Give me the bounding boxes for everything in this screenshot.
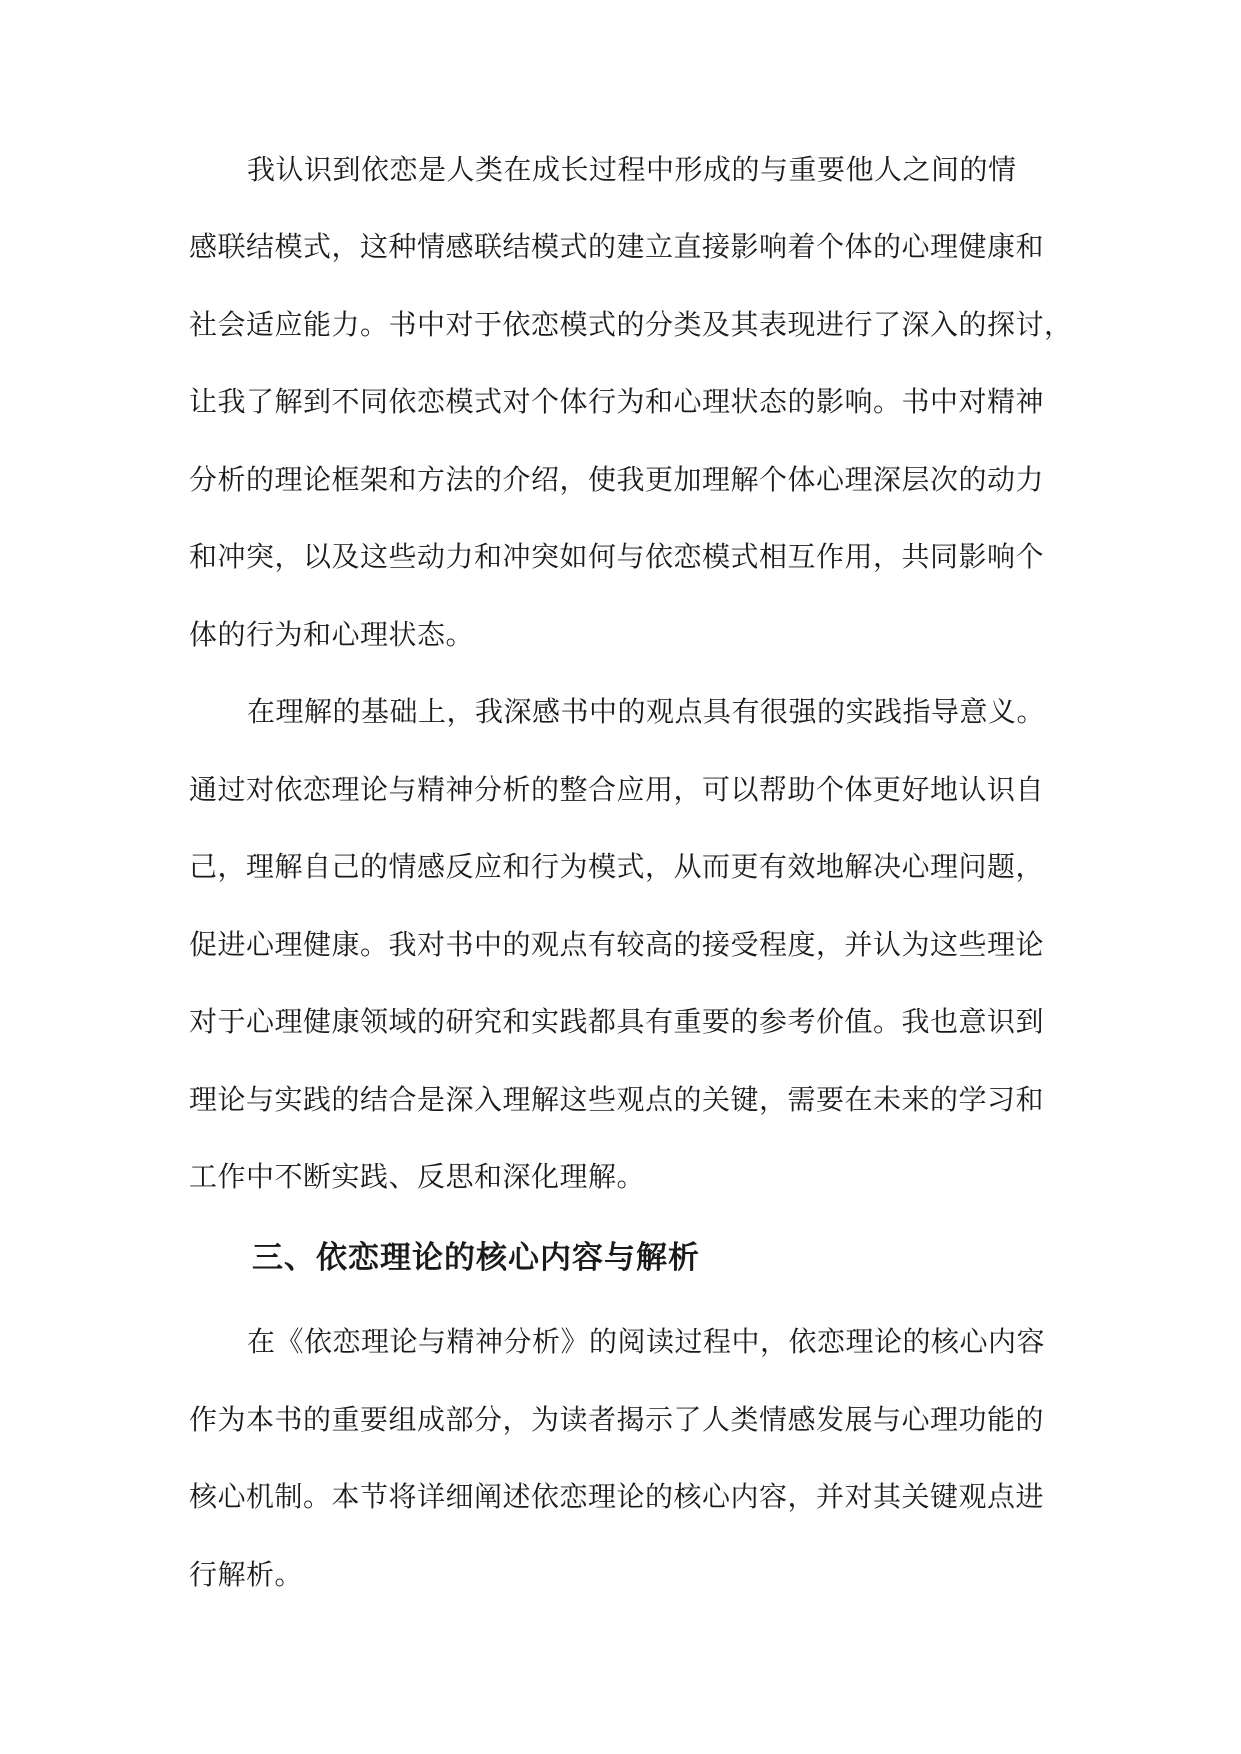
paragraph-line: 让我了解到不同依恋模式对个体行为和心理状态的影响。书中对精神 [189, 385, 1045, 418]
paragraph-line: 分析的理论框架和方法的介绍，使我更加理解个体心理深层次的动力 [189, 463, 1045, 496]
paragraph-line: 通过对依恋理论与精神分析的整合应用，可以帮助个体更好地认识自 [189, 773, 1045, 806]
paragraph-line: 和冲突，以及这些动力和冲突如何与依恋模式相互作用，共同影响个 [189, 540, 1045, 573]
paragraph-line: 在《依恋理论与精神分析》的阅读过程中，依恋理论的核心内容 [247, 1325, 1046, 1358]
paragraph-line: 对于心理健康领域的研究和实践都具有重要的参考价值。我也意识到 [189, 1005, 1045, 1038]
paragraph-line: 我认识到依恋是人类在成长过程中形成的与重要他人之间的情 [247, 153, 1017, 186]
paragraph-line: 体的行为和心理状态。 [189, 618, 475, 651]
paragraph-line: 在理解的基础上，我深感书中的观点具有很强的实践指导意义。 [247, 695, 1046, 728]
paragraph-line: 行解析。 [189, 1558, 304, 1591]
section-heading: 三、依恋理论的核心内容与解析 [252, 1240, 700, 1276]
paragraph-line: 核心机制。本节将详细阐述依恋理论的核心内容，并对其关键观点进 [189, 1480, 1045, 1513]
paragraph-line: 作为本书的重要组成部分，为读者揭示了人类情感发展与心理功能的 [189, 1403, 1045, 1436]
paragraph-line: 促进心理健康。我对书中的观点有较高的接受程度，并认为这些理论 [189, 928, 1045, 961]
paragraph-line: 工作中不断实践、反思和深化理解。 [189, 1160, 646, 1193]
paragraph-line: 感联结模式，这种情感联结模式的建立直接影响着个体的心理健康和 [189, 230, 1045, 263]
paragraph-line: 己，理解自己的情感反应和行为模式，从而更有效地解决心理问题， [189, 850, 1045, 883]
paragraph-line: 社会适应能力。书中对于依恋模式的分类及其表现进行了深入的探讨， [189, 308, 1073, 341]
paragraph-line: 理论与实践的结合是深入理解这些观点的关键，需要在未来的学习和 [189, 1083, 1045, 1116]
